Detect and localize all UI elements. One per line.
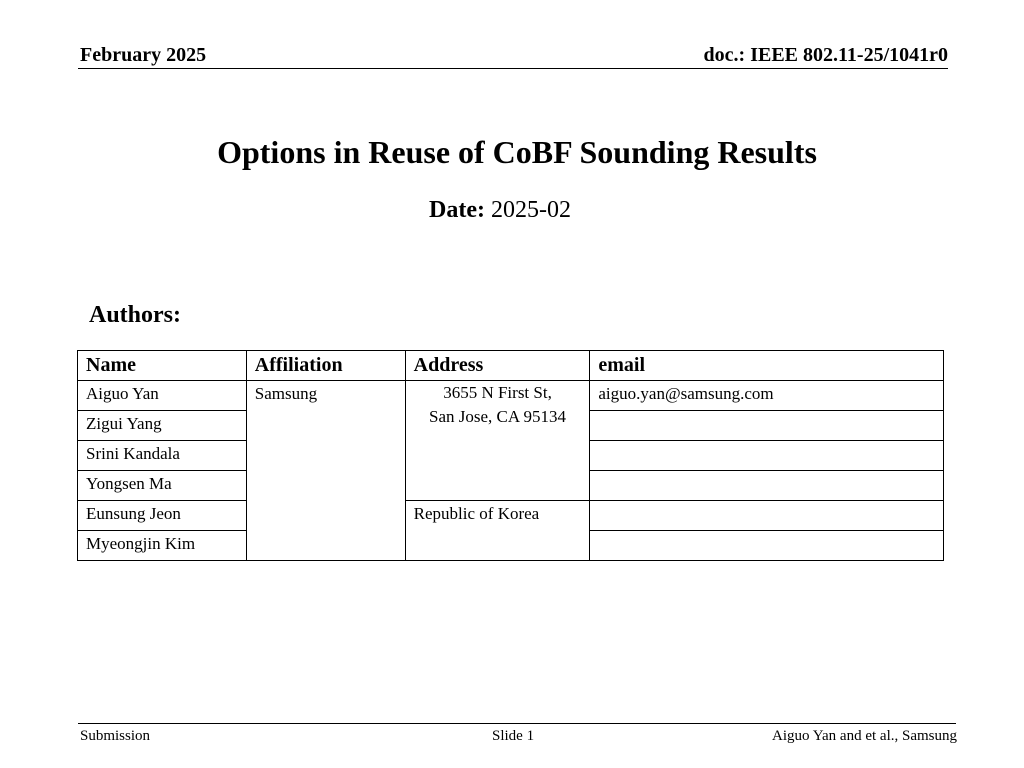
table-header-row [78, 351, 944, 381]
author-name: Eunsung Jeon [78, 501, 247, 531]
column-header-email: email [590, 351, 944, 381]
author-email-empty [590, 411, 944, 441]
author-name: Myeongjin Kim [78, 531, 247, 561]
author-email-empty [590, 441, 944, 471]
date-value: 2025-02 [490, 197, 571, 223]
author-email-empty [590, 531, 944, 561]
author-name: Zigui Yang [78, 411, 247, 441]
address-line-1: 3655 N First St, [443, 383, 552, 402]
header-date: February 2025 [80, 44, 207, 66]
address-line-2: San Jose, CA 95134 [429, 407, 566, 426]
author-email-empty [590, 471, 944, 501]
table-row [78, 381, 944, 411]
author-name: Yongsen Ma [78, 471, 247, 501]
author-affiliation: Samsung [246, 381, 405, 561]
date-line [0, 197, 1000, 224]
authors-heading: Authors: [89, 302, 182, 328]
author-email-empty [590, 501, 944, 531]
footer-divider [78, 723, 956, 724]
footer-author-credit: Aiguo Yan and et al., Samsung [772, 728, 957, 744]
footer-slide-number: Slide 1 [492, 728, 535, 744]
column-header-affiliation: Affiliation [246, 351, 405, 381]
date-label: Date: [429, 197, 485, 223]
header-divider [78, 68, 948, 69]
author-name: Srini Kandala [78, 441, 247, 471]
author-address-us [405, 381, 590, 501]
slide-title: Options in Reuse of CoBF Sounding Results [217, 134, 817, 170]
header-doc-id: doc.: IEEE 802.11-25/1041r0 [703, 44, 948, 66]
column-header-address: Address [405, 351, 590, 381]
table-row [78, 501, 944, 531]
author-address-korea: Republic of Korea [405, 501, 590, 561]
column-header-name: Name [78, 351, 247, 381]
author-email: aiguo.yan@samsung.com [590, 381, 944, 411]
author-name: Aiguo Yan [78, 381, 247, 411]
footer-submission: Submission [80, 728, 151, 744]
authors-table [77, 350, 944, 561]
